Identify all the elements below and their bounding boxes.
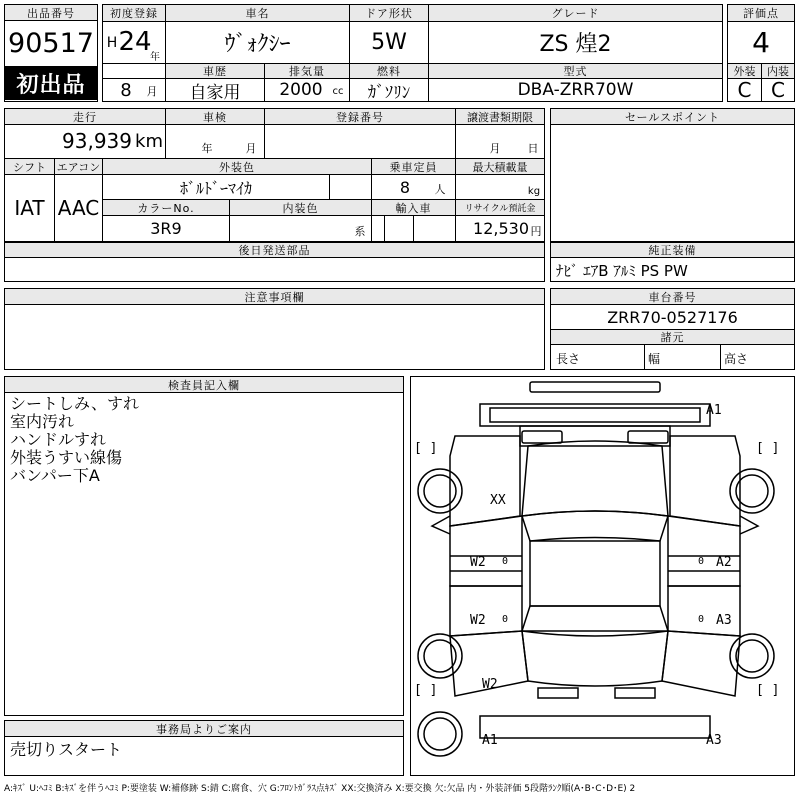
first-listing-badge: 初出品 xyxy=(5,66,97,100)
inspector-note-line: 外装うすい線傷 xyxy=(10,448,123,467)
lot-number: 90517 xyxy=(8,27,94,59)
mark-front-bumper: A1 xyxy=(706,403,722,418)
legend-text: A:ｷｽﾞ U:ﾍｺﾐ B:ｷｽﾞを伴うﾍｺﾐ P:要塗装 W:補修跡 S:錆 C:腐食、穴 G:ﾌﾛﾝﾄｶﾞﾗｽ点ｷｽﾞ XX:交換済み X:要交換 欠:欠品 内・外装評価 5段階ﾗﾝｸ順(A･B･C･D･E) 2 xyxy=(4,783,636,794)
exterior-label: 外装 xyxy=(728,64,761,78)
recycle-unit: 円 xyxy=(530,225,542,238)
width-label: 幅 xyxy=(648,351,661,366)
ext-color-label: 外装色 xyxy=(103,159,371,174)
capacity-value: 8 xyxy=(399,177,411,197)
shift-value: IAT xyxy=(14,196,45,220)
lot-label: 出品番号 xyxy=(5,5,97,21)
mark-zero: 0 xyxy=(698,614,705,625)
office-text: 売切りスタート xyxy=(10,739,123,759)
mileage-value: 93,939 xyxy=(62,129,132,153)
mark-left-front-door: W2 xyxy=(470,613,486,628)
int-color-label: 内装色 xyxy=(230,200,371,215)
mark-hood: XX xyxy=(490,493,506,508)
mark-rear-right: A3 xyxy=(706,733,722,748)
exterior-grade: C xyxy=(737,78,752,102)
reg-month: 8 xyxy=(120,79,132,101)
ext-color-value: ﾎﾞﾙﾄﾞｰﾏｲｶ xyxy=(179,178,252,198)
transfer-label: 譲渡書類期限 xyxy=(456,109,544,124)
history-label: 車歴 xyxy=(166,64,264,78)
car-name: ｳﾞｫｸｼｰ xyxy=(224,32,291,57)
inspector-notes xyxy=(10,395,400,485)
capacity-unit: 人 xyxy=(434,183,446,196)
caution-label: 注意事項欄 xyxy=(5,289,544,304)
length-label: 長さ xyxy=(556,351,581,366)
ac-value: AAC xyxy=(57,196,100,220)
grade-label: グレード xyxy=(429,5,722,21)
mark-zero: 0 xyxy=(502,614,509,625)
max-load-unit: kg xyxy=(527,185,541,197)
equipment-label: 純正装備 xyxy=(551,243,794,257)
displacement-label: 排気量 xyxy=(265,64,349,78)
interior-grade: C xyxy=(771,78,785,102)
max-load-label: 最大積載量 xyxy=(456,159,544,174)
inspection-year-unit: 年 xyxy=(201,142,213,155)
grade: ZS 煌2 xyxy=(539,32,612,57)
era-prefix: H xyxy=(106,35,118,51)
mark-rear-left: A1 xyxy=(482,733,498,748)
dims-label: 諸元 xyxy=(551,330,794,344)
overall-score: 4 xyxy=(752,26,770,59)
mileage-label: 走行 xyxy=(5,109,165,124)
chassis-number: ZRR70-0527176 xyxy=(607,307,738,327)
mark-zero: 0 xyxy=(502,556,509,567)
mark-left-rear: W2 xyxy=(482,677,498,692)
model-code: DBA-ZRR70W xyxy=(517,80,634,100)
mark-left-front-fender: W2 xyxy=(470,555,486,570)
month-unit: 月 xyxy=(146,85,158,98)
car-diagram xyxy=(410,376,795,776)
inspection-month-unit: 月 xyxy=(245,142,257,155)
inspection-label: 車検 xyxy=(166,109,264,124)
office-label: 事務局よりご案内 xyxy=(5,721,403,736)
transfer-day-unit: 日 xyxy=(527,142,539,155)
capacity-label: 乗車定員 xyxy=(372,159,455,174)
ac-label: エアコン xyxy=(56,160,101,174)
height-label: 高さ xyxy=(724,351,749,366)
sales-point-label: セールスポイント xyxy=(551,109,794,124)
recycle-label: リサイクル預託金 xyxy=(456,200,544,215)
door-label: ドア形状 xyxy=(350,5,428,21)
score-label: 評価点 xyxy=(728,5,794,21)
mark-right-rear-door: A3 xyxy=(716,613,732,628)
import-label: 輸入車 xyxy=(372,200,455,215)
fuel: ｶﾞｿﾘﾝ xyxy=(367,82,411,103)
int-color-unit: 系 xyxy=(354,225,366,238)
mark-right-front-fender: A2 xyxy=(716,555,732,570)
model-label: 型式 xyxy=(429,64,722,78)
shift-label: シフト xyxy=(5,159,54,174)
year-unit: 年 xyxy=(150,51,160,63)
chassis-label: 車台番号 xyxy=(551,289,794,304)
mark-zero: 0 xyxy=(698,556,705,567)
interior-label: 内装 xyxy=(762,64,794,78)
bracket-right-bottom: [ ] xyxy=(756,683,780,698)
car-name-label: 車名 xyxy=(166,5,349,21)
inspector-note-line: シートしみ、すれ xyxy=(10,394,139,413)
sales-point-box xyxy=(550,108,795,242)
bracket-left-top: [ ] xyxy=(414,441,438,456)
fuel-label: 燃料 xyxy=(350,64,428,78)
later-parts-label: 後日発送部品 xyxy=(5,243,544,257)
transfer-month-unit: 月 xyxy=(489,142,501,155)
inspector-note-line: 室内汚れ xyxy=(10,412,75,431)
bracket-left-bottom: [ ] xyxy=(414,683,438,698)
color-no-label: カラーNo. xyxy=(103,200,229,215)
color-no-value: 3R9 xyxy=(150,219,182,238)
inspector-note-line: バンパー下A xyxy=(10,466,100,485)
bracket-right-top: [ ] xyxy=(756,441,780,456)
reg-year: 24 xyxy=(118,27,152,57)
inspector-note-line: ハンドルすれ xyxy=(10,430,107,449)
recycle-value: 12,530 xyxy=(473,219,529,238)
door-type: 5W xyxy=(371,30,407,55)
reg-no-label: 登録番号 xyxy=(265,109,455,124)
inspector-label: 検査員記入欄 xyxy=(5,377,403,392)
displacement-unit: cc xyxy=(332,85,344,97)
equipment-value: ﾅﾋﾞ ｴｱB ｱﾙﾐ PS PW xyxy=(556,261,688,280)
first-reg-label: 初度登録 xyxy=(103,5,165,21)
mileage-unit: km xyxy=(135,130,163,152)
vehicle-history: 自家用 xyxy=(189,82,241,103)
displacement: 2000 xyxy=(279,80,323,100)
